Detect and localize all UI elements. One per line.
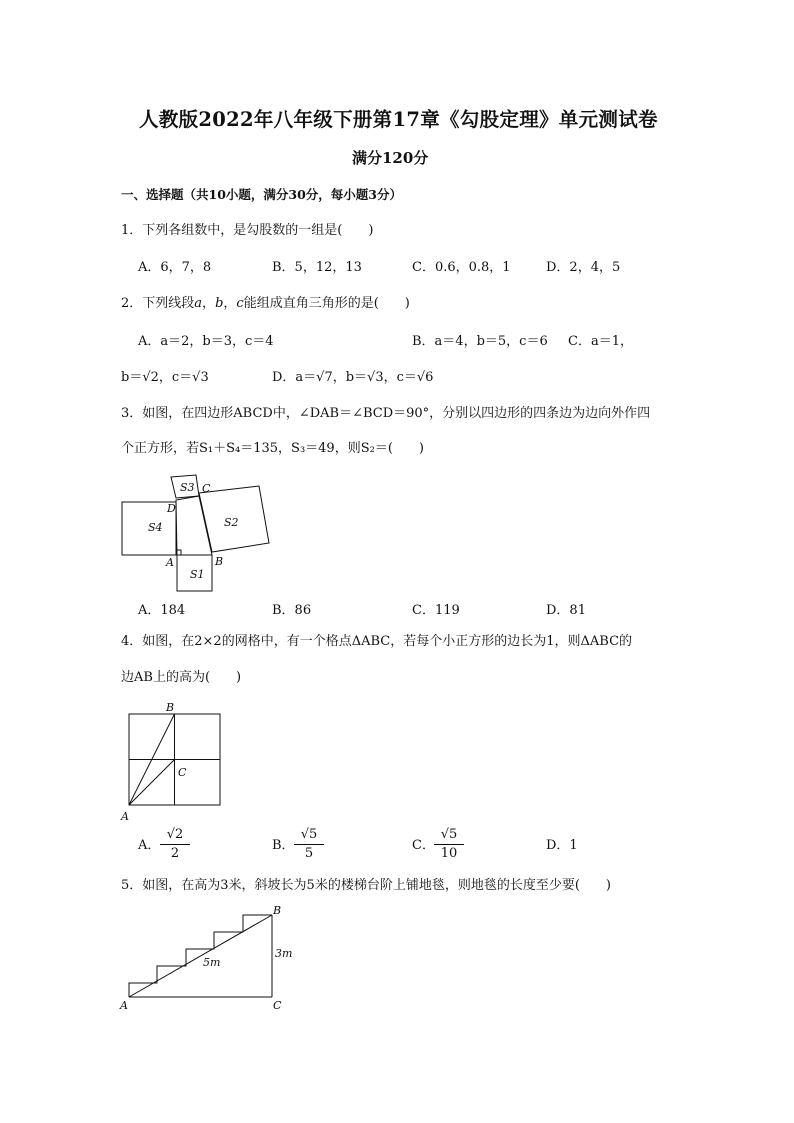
q3-label-d: D: [167, 502, 176, 515]
q4-option-a-fraction[interactable]: [160, 826, 190, 862]
q3-option-a[interactable]: A．184: [138, 603, 186, 618]
q4-stem-line1: 4．如图，在2×2的网格中，有一个格点ΔABC，若每个小正方形的边长为1，则ΔABC的: [121, 634, 633, 649]
q5-label-slope: 5m: [203, 956, 221, 969]
q3-option-d[interactable]: D．81: [546, 603, 586, 618]
q4-option-b-fraction[interactable]: [294, 826, 324, 862]
q4-option-b-den: 5: [304, 846, 314, 861]
q4-option-c-den: 10: [440, 846, 458, 861]
q2-option-b[interactable]: B．a＝4，b＝5，c＝6: [412, 334, 548, 349]
q3-stem-line1: 3．如图，在四边形ABCD中，∠DAB＝∠BCD＝90°，分别以四边形的四条边为边向外作四: [121, 406, 651, 421]
q4-option-d[interactable]: D．1: [546, 838, 578, 853]
q5-label-height: 3m: [275, 947, 293, 960]
q2-stem: 2．下列线段a，b，c能组成直角三角形的是( ): [121, 296, 410, 311]
q4-side-ac: [129, 760, 175, 806]
q5-label-b: B: [273, 904, 282, 917]
q4-option-a-num: √2: [160, 826, 190, 845]
q1-option-d[interactable]: D．2，4，5: [546, 260, 621, 275]
q4-stem-line2: 边AB上的高为( ): [121, 670, 242, 685]
q3-label-s4: S4: [148, 521, 163, 534]
q2-option-c-post[interactable]: b＝√2，c＝√3: [121, 370, 209, 385]
page-title: 人教版2022年八年级下册第17章《勾股定理》单元测试卷: [139, 108, 658, 131]
q4-option-b-label[interactable]: B．: [272, 838, 295, 853]
q1-option-b[interactable]: B．5，12，13: [272, 260, 362, 275]
q4-label-a: A: [121, 810, 129, 823]
q3-label-s3: S3: [180, 481, 195, 494]
q4-option-b-num: √5: [294, 826, 324, 845]
section-heading: 一、选择题（共10小题，满分30分，每小题3分）: [121, 187, 402, 202]
q4-option-a-den: 2: [170, 846, 180, 861]
q3-label-c: C: [202, 482, 211, 495]
q2-option-d[interactable]: D．a＝√7，b＝√3，c＝√6: [272, 370, 434, 385]
q5-label-c: C: [273, 999, 282, 1012]
q3-stem-line2: 个正方形，若S₁＋S₄＝135，S₃＝49，则S₂＝( ): [121, 441, 424, 456]
q1-option-c[interactable]: C．0.6，0.8，1: [412, 260, 511, 275]
q4-option-c-fraction[interactable]: [434, 826, 464, 862]
q2-option-c-pre[interactable]: C．a＝1，: [568, 334, 633, 349]
q4-option-c-num: √5: [434, 826, 464, 845]
q5-stem: 5．如图，在高为3米，斜坡长为5米的楼梯台阶上铺地毯，则地毯的长度至少要( ): [121, 878, 611, 893]
q3-label-a: A: [166, 556, 174, 569]
q3-right-angle-mark: [177, 550, 181, 555]
q5-label-a: A: [120, 999, 128, 1012]
q2-stem-pre: 2．下列线段: [121, 296, 195, 311]
q4-label-c: C: [178, 766, 187, 779]
q4-label-b: B: [166, 701, 175, 714]
q3-label-s1: S1: [190, 568, 205, 581]
q1-option-a[interactable]: A．6，7，8: [138, 260, 212, 275]
q3-option-b[interactable]: B．86: [272, 603, 312, 618]
q4-option-c-label[interactable]: C．: [412, 838, 435, 853]
q4-option-a-label[interactable]: A．: [138, 838, 161, 853]
q1-stem: 1．下列各组数中，是勾股数的一组是( ): [121, 223, 374, 238]
q2-stem-post: 能组成直角三角形的是( ): [243, 296, 410, 311]
q2-option-a[interactable]: A．a＝2，b＝3，c＝4: [138, 334, 274, 349]
q5-slope: [129, 915, 272, 997]
q3-label-s2: S2: [224, 516, 239, 529]
q3-option-c[interactable]: C．119: [412, 603, 460, 618]
page-subtitle: 满分120分: [352, 149, 429, 167]
q3-label-b: B: [215, 555, 224, 568]
